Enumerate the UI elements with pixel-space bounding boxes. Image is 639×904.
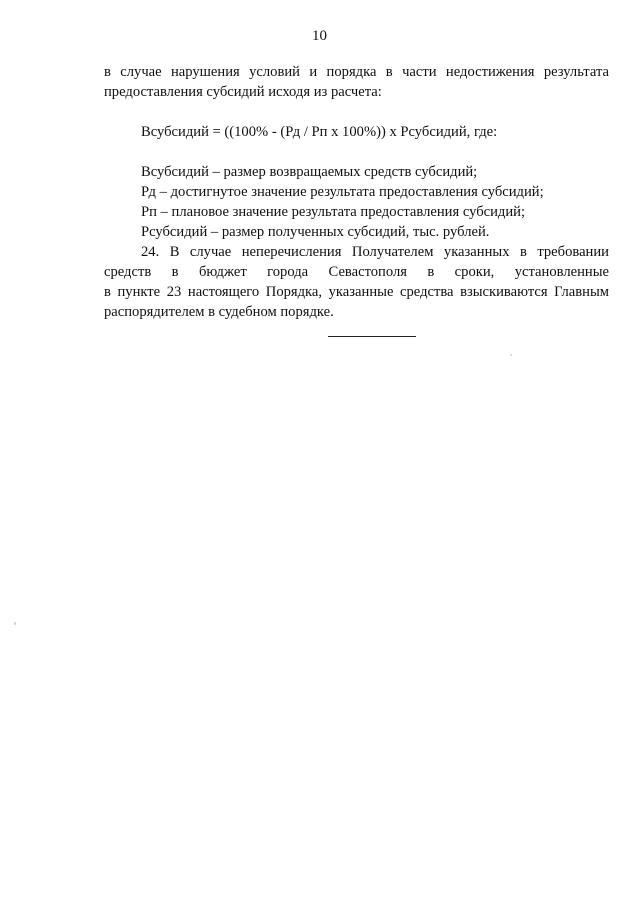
definition-item: Рд – достигнутое значение результата предоставления субсидий;: [141, 184, 544, 200]
paragraph-24-line-3: в пункте 23 настоящего Порядка, указанные средства взыскиваются Главным: [104, 284, 609, 300]
paragraph-24-line-1: 24. В случае неперечисления Получателем указанных в требовании: [141, 244, 609, 260]
definition-item: Рп – плановое значение результата предоставления субсидий;: [141, 204, 526, 220]
scan-speck: [510, 354, 512, 356]
intro-line-2: предоставления субсидий исходя из расчета:: [104, 84, 382, 100]
closing-divider: [328, 336, 416, 337]
paragraph-24-line-2: средств в бюджет города Севастополя в сроки, установленные: [104, 264, 609, 280]
refund-formula: Всубсидий = ((100% - (Рд / Рп х 100%)) х Рсубсидий, где:: [141, 124, 498, 140]
intro-line-1: в случае нарушения условий и порядка в части недостижения результата: [104, 64, 609, 80]
document-body: [104, 62, 609, 322]
scan-speck: [14, 622, 16, 625]
definitions-list: [104, 162, 609, 242]
definition-item: Всубсидий – размер возвращаемых средств субсидий;: [141, 164, 478, 180]
paragraph-24-line-4: распорядителем в судебном порядке.: [104, 304, 334, 320]
definition-item: Рсубсидий – размер полученных субсидий, тыс. рублей.: [141, 224, 490, 240]
paragraph-24: [104, 242, 609, 322]
page-number: 10: [312, 28, 327, 44]
